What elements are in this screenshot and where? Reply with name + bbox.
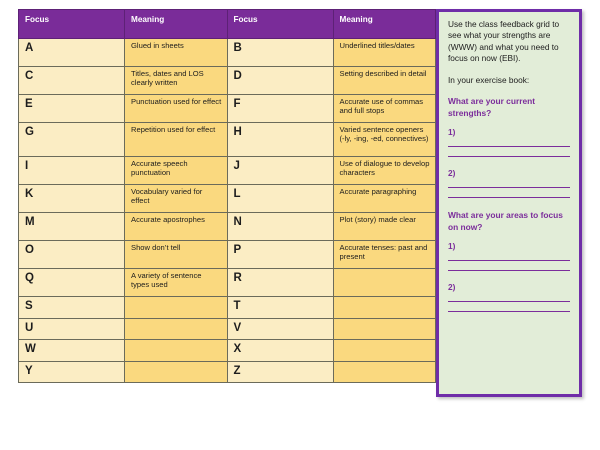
meaning-cell: Varied sentence openers (-ly, -ing, -ed, connectives)	[333, 123, 436, 157]
focus-cell: G	[19, 123, 125, 157]
panel-heading-strengths: What are your current strengths?	[448, 96, 536, 118]
meaning-cell	[333, 361, 436, 383]
column-header-meaning-2: Meaning	[333, 10, 436, 39]
column-header-focus-2: Focus	[227, 10, 333, 39]
focus-cell: X	[227, 340, 333, 362]
meaning-cell: Setting described in detail	[333, 67, 436, 95]
focus-cell: Z	[227, 361, 333, 383]
meaning-cell: Accurate speech punctuation	[125, 157, 228, 185]
meaning-cell: Vocabulary varied for effect	[125, 185, 228, 213]
meaning-cell: Show don’t tell	[125, 241, 228, 269]
panel-instruction-text: In your exercise book:	[448, 74, 530, 85]
focus-cell: Q	[19, 269, 125, 297]
focus-item-2-line-2[interactable]	[448, 311, 570, 312]
focus-cell: V	[227, 318, 333, 340]
focus-cell: A	[19, 39, 125, 67]
focus-cell: B	[227, 39, 333, 67]
table-row	[19, 269, 436, 297]
instructions-panel	[436, 9, 582, 397]
focus-cell: C	[19, 67, 125, 95]
strengths-item-2-line-1[interactable]	[448, 187, 570, 188]
focus-cell: S	[19, 297, 125, 319]
focus-cell: R	[227, 269, 333, 297]
table-row	[19, 361, 436, 383]
meaning-cell	[333, 297, 436, 319]
meaning-cell: Accurate paragraphing	[333, 185, 436, 213]
focus-cell: P	[227, 241, 333, 269]
table-row	[19, 123, 436, 157]
meaning-cell: Glued in sheets	[125, 39, 228, 67]
column-header-focus-1: Focus	[19, 10, 125, 39]
feedback-grid-table	[18, 9, 436, 383]
focus-item-1-line-2[interactable]	[448, 270, 570, 271]
focus-cell: O	[19, 241, 125, 269]
meaning-cell: Titles, dates and LOS clearly written	[125, 67, 228, 95]
table-row	[19, 340, 436, 362]
table-row	[19, 185, 436, 213]
meaning-cell	[125, 340, 228, 362]
table-row	[19, 39, 436, 67]
focus-item-1-line-1[interactable]	[448, 260, 570, 261]
table-row	[19, 241, 436, 269]
column-header-meaning-1: Meaning	[125, 10, 228, 39]
strengths-item-2-line-2[interactable]	[448, 197, 570, 198]
table-row	[19, 95, 436, 123]
focus-cell: T	[227, 297, 333, 319]
table-row	[19, 157, 436, 185]
focus-cell: F	[227, 95, 333, 123]
meaning-cell: Punctuation used for effect	[125, 95, 228, 123]
focus-cell: K	[19, 185, 125, 213]
panel-intro-text: Use the class feedback grid to see what your strengths are (WWW) and what you need to focus on now (EBI).	[448, 19, 560, 64]
strengths-item-1-line-1[interactable]	[448, 146, 570, 147]
meaning-cell	[125, 297, 228, 319]
focus-cell: W	[19, 340, 125, 362]
focus-cell: L	[227, 185, 333, 213]
table-row	[19, 297, 436, 319]
table-row	[19, 213, 436, 241]
meaning-cell	[333, 269, 436, 297]
focus-cell: D	[227, 67, 333, 95]
focus-cell: I	[19, 157, 125, 185]
meaning-cell	[333, 318, 436, 340]
strengths-item-2-label: 2)	[448, 168, 456, 179]
focus-cell: N	[227, 213, 333, 241]
meaning-cell: A variety of sentence types used	[125, 269, 228, 297]
meaning-cell: Plot (story) made clear	[333, 213, 436, 241]
focus-cell: E	[19, 95, 125, 123]
focus-cell: M	[19, 213, 125, 241]
panel-heading-focus: What are your areas to focus on now?	[448, 210, 563, 232]
meaning-cell: Use of dialogue to develop characters	[333, 157, 436, 185]
focus-cell: H	[227, 123, 333, 157]
meaning-cell	[125, 361, 228, 383]
table-header-row	[19, 10, 436, 39]
meaning-cell	[125, 318, 228, 340]
meaning-cell: Underlined titles/dates	[333, 39, 436, 67]
meaning-cell: Accurate use of commas and full stops	[333, 95, 436, 123]
focus-cell: Y	[19, 361, 125, 383]
table-row	[19, 67, 436, 95]
focus-cell: U	[19, 318, 125, 340]
meaning-cell: Accurate tenses: past and present	[333, 241, 436, 269]
strengths-item-1-label: 1)	[448, 127, 456, 138]
focus-item-1-label: 1)	[448, 241, 456, 252]
focus-cell: J	[227, 157, 333, 185]
meaning-cell: Repetition used for effect	[125, 123, 228, 157]
focus-item-2-label: 2)	[448, 282, 456, 293]
strengths-item-1-line-2[interactable]	[448, 156, 570, 157]
table-row	[19, 318, 436, 340]
meaning-cell: Accurate apostrophes	[125, 213, 228, 241]
meaning-cell	[333, 340, 436, 362]
focus-item-2-line-1[interactable]	[448, 301, 570, 302]
